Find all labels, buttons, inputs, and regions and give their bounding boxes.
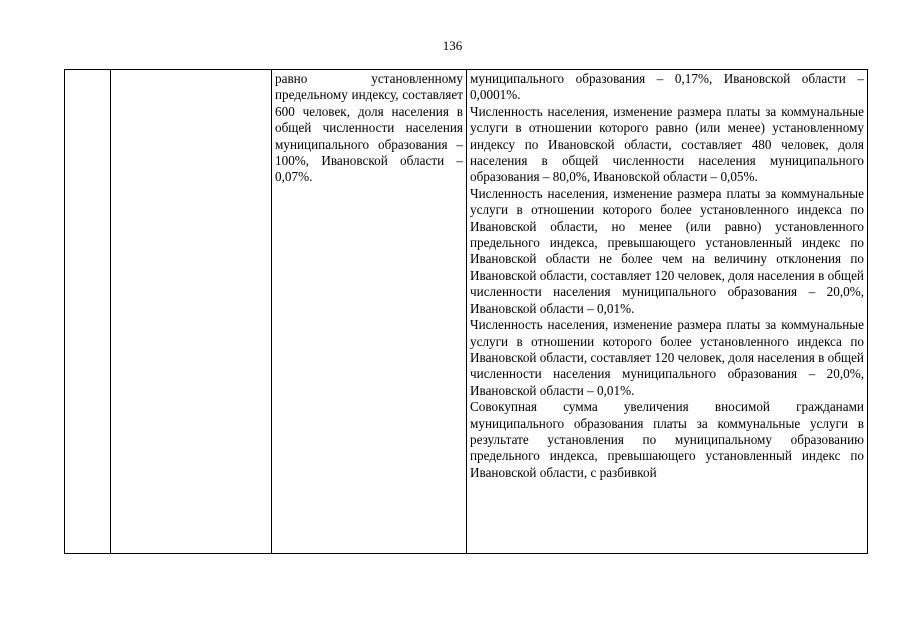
table-cell-col2 <box>111 70 272 554</box>
page-number: 136 <box>442 38 463 53</box>
table-cell-col4 <box>467 70 868 554</box>
paragraph: Совокупная сумма увеличения вносимой гражданами муниципального образования платы за коммунальные услуги в результате установления по муниципальному образованию предельного индекса, превышающего установленный индекс по Ивановской области, с разбивкой <box>470 399 864 480</box>
table-cell-col3 <box>272 70 467 554</box>
cell-text-col2 <box>111 70 271 71</box>
table-cell-col1 <box>65 70 111 554</box>
document-table <box>64 69 868 554</box>
paragraph: Численность населения, изменение размера платы за коммунальные услуги в отношении которого более установленного индекса по Ивановской области, но менее (или равно) установленного предельного индекса, превышающего установленный индекс по Ивановской области не более чем на величину отклонения по Ивановской области, составляет 120 человек, доля населения в общей численности населения муниципального образования – 20,0%, Ивановской области – 0,01%. <box>470 185 864 316</box>
cell-text-col3: равно установленному предельному индексу, составляет 600 человек, доля населения в общей численности населения муниципального образования – 100%, Ивановской области – 0,07%. <box>275 71 463 185</box>
cell-text-col1 <box>65 70 110 71</box>
cell-text-col4 <box>467 70 867 481</box>
paragraph: муниципального образования – 0,17%, Ивановской области – 0,0001%. <box>470 71 864 103</box>
paragraph: Численность населения, изменение размера платы за коммунальные услуги в отношении которого равно (или менее) установленному индексу по Ивановской области, составляет 480 человек, доля населения в общей численности населения муниципального образования – 80,0%, Ивановской области – 0,05%. <box>470 103 864 185</box>
table-row <box>65 70 868 554</box>
paragraph: Численность населения, изменение размера платы за коммунальные услуги в отношении которого более установленного индекса по Ивановской области, составляет 120 человек, доля населения в общей численности населения муниципального образования – 20,0%, Ивановской области – 0,01%. <box>470 317 864 398</box>
